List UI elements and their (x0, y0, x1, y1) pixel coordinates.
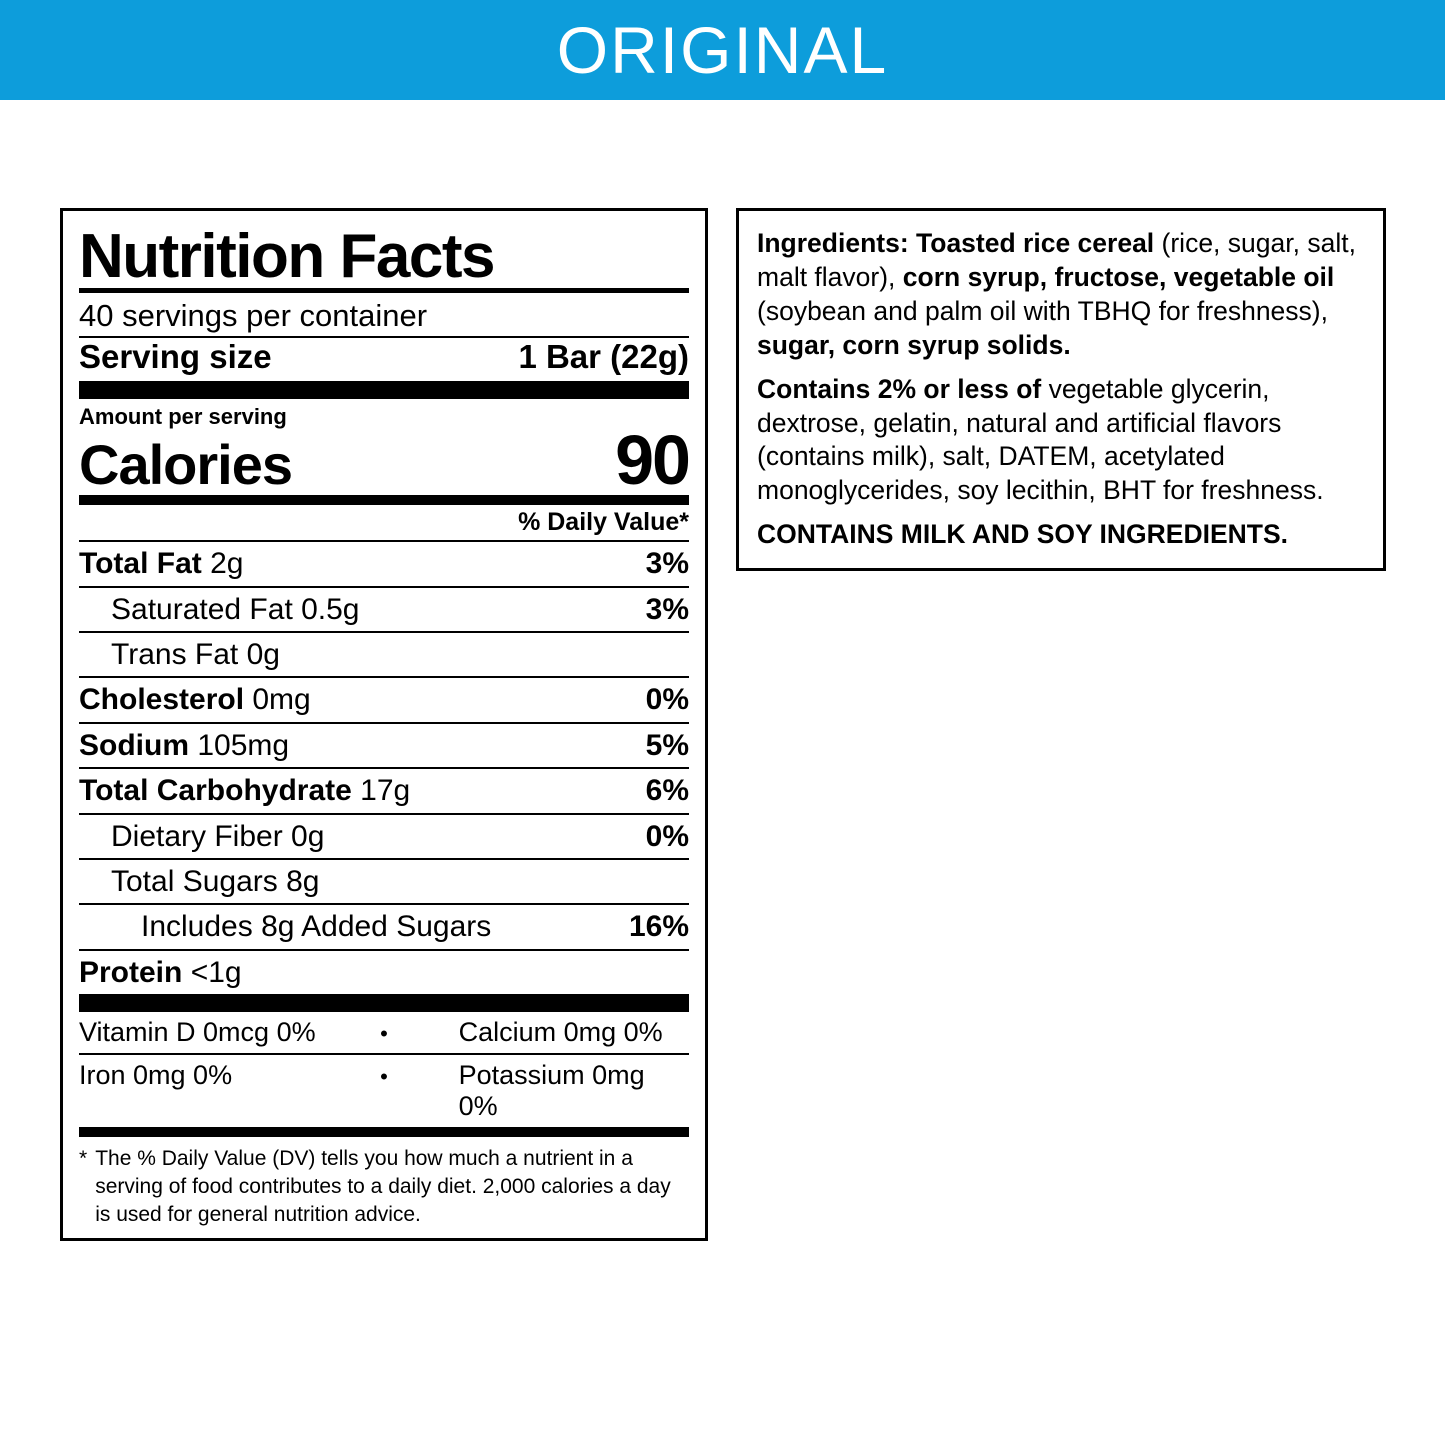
serving-size-label: Serving size (79, 337, 272, 375)
row-protein-label: Protein (79, 955, 183, 989)
ingredients-plain-b: (soybean and palm oil with TBHQ for freshness), (757, 295, 1328, 326)
ingredients-panel (736, 208, 1386, 571)
row-total-sugars-label: Total Sugars 8g (111, 864, 320, 898)
row-cholesterol-pct: 0% (645, 683, 689, 717)
calories-label: Calories (79, 433, 292, 497)
footnote-text: The % Daily Value (DV) tells you how much a nutrient in a serving of food contributes to a daily diet. 2,000 calories a day is used for general nutrition advice. (95, 1147, 671, 1226)
servings-per-container: 40 servings per container (79, 298, 428, 334)
row-cholesterol-label: Cholesterol (79, 683, 245, 717)
row-sodium (79, 724, 689, 767)
daily-value-header: % Daily Value* (518, 508, 689, 537)
row-added-sugars-label: Includes 8g Added Sugars (141, 910, 492, 944)
row-saturated-fat-label: Saturated Fat 0.5g (111, 592, 360, 626)
row-dietary-fiber (79, 815, 689, 858)
divider-above-footnote (79, 1127, 689, 1137)
daily-value-footnote (79, 1137, 689, 1228)
row-sodium-label: Sodium (79, 728, 189, 762)
row-dietary-fiber-label: Dietary Fiber 0g (111, 819, 325, 853)
row-saturated-fat-pct: 3% (645, 592, 689, 626)
row-added-sugars (79, 905, 689, 948)
row-total-fat (79, 542, 689, 585)
row-cholesterol-amount: 0mg (252, 683, 311, 717)
row-total-carbohydrate-amount: 17g (360, 774, 411, 808)
row-protein (79, 951, 689, 994)
row-added-sugars-pct: 16% (628, 910, 689, 944)
row-total-carbohydrate-pct: 6% (645, 774, 689, 808)
vitamin-d-value: Vitamin D 0mcg 0% (79, 1017, 316, 1048)
potassium-value: Potassium 0mg 0% (458, 1060, 645, 1122)
nutrition-facts-panel (60, 208, 708, 1241)
row-trans-fat (79, 633, 689, 676)
serving-size-row (79, 338, 689, 381)
divider-under-calories (79, 495, 689, 505)
serving-size-value: 1 Bar (22g) (518, 337, 689, 375)
row-total-carbohydrate-label: Total Carbohydrate (79, 774, 352, 808)
allergen-statement: CONTAINS MILK AND SOY INGREDIENTS. (757, 519, 1289, 550)
row-micronutrients-2 (79, 1055, 689, 1127)
calories-row (79, 421, 689, 500)
ingredients-paragraph-1 (757, 227, 1367, 363)
ingredients-plain-a: (rice, sugar, salt, malt flavor), (757, 228, 1356, 292)
bullet-separator-icon: • (380, 1021, 388, 1047)
row-saturated-fat (79, 588, 689, 631)
calcium-value: Calcium 0mg 0% (458, 1017, 663, 1048)
contains-two-percent-label: Contains 2% or less of (757, 373, 1042, 404)
row-total-sugars (79, 860, 689, 903)
row-total-fat-pct: 3% (645, 547, 689, 581)
calories-value: 90 (615, 421, 689, 500)
iron-value: Iron 0mg 0% (79, 1060, 233, 1091)
row-protein-amount: <1g (190, 955, 242, 989)
row-trans-fat-label: Trans Fat 0g (111, 637, 280, 671)
row-cholesterol (79, 678, 689, 721)
row-micronutrients-1 (79, 1012, 689, 1053)
header-banner (0, 0, 1445, 100)
bullet-separator-icon: • (380, 1064, 388, 1090)
ingredients-bold-a: Toasted rice cereal (916, 228, 1155, 258)
divider-thick-top (79, 381, 689, 399)
row-total-fat-label: Total Fat (79, 547, 202, 581)
divider-thick-bottom (79, 994, 689, 1012)
ingredients-paragraph-2 (757, 373, 1367, 509)
ingredients-bold-b: corn syrup, fructose, vegetable oil (902, 261, 1335, 292)
banner-title: ORIGINAL (556, 13, 889, 87)
amount-per-serving-label: Amount per serving (79, 403, 287, 429)
row-total-carbohydrate (79, 769, 689, 812)
footnote-asterisk: * (79, 1147, 88, 1171)
contains-two-percent-text: vegetable glycerin, dextrose, gelatin, natural and artificial flavors (contains milk), salt, DATEM, acetylated monoglycerides, soy lecithin, BHT for freshness. (757, 373, 1324, 506)
nutrition-facts-title: Nutrition Facts (79, 222, 494, 291)
row-sodium-amount: 105mg (197, 728, 290, 762)
ingredients-label: Ingredients: (757, 228, 909, 258)
row-total-fat-amount: 2g (210, 547, 244, 581)
ingredients-bold-c: sugar, corn syrup solids. (757, 329, 1071, 360)
row-dietary-fiber-pct: 0% (645, 819, 689, 853)
row-sodium-pct: 5% (645, 728, 689, 762)
